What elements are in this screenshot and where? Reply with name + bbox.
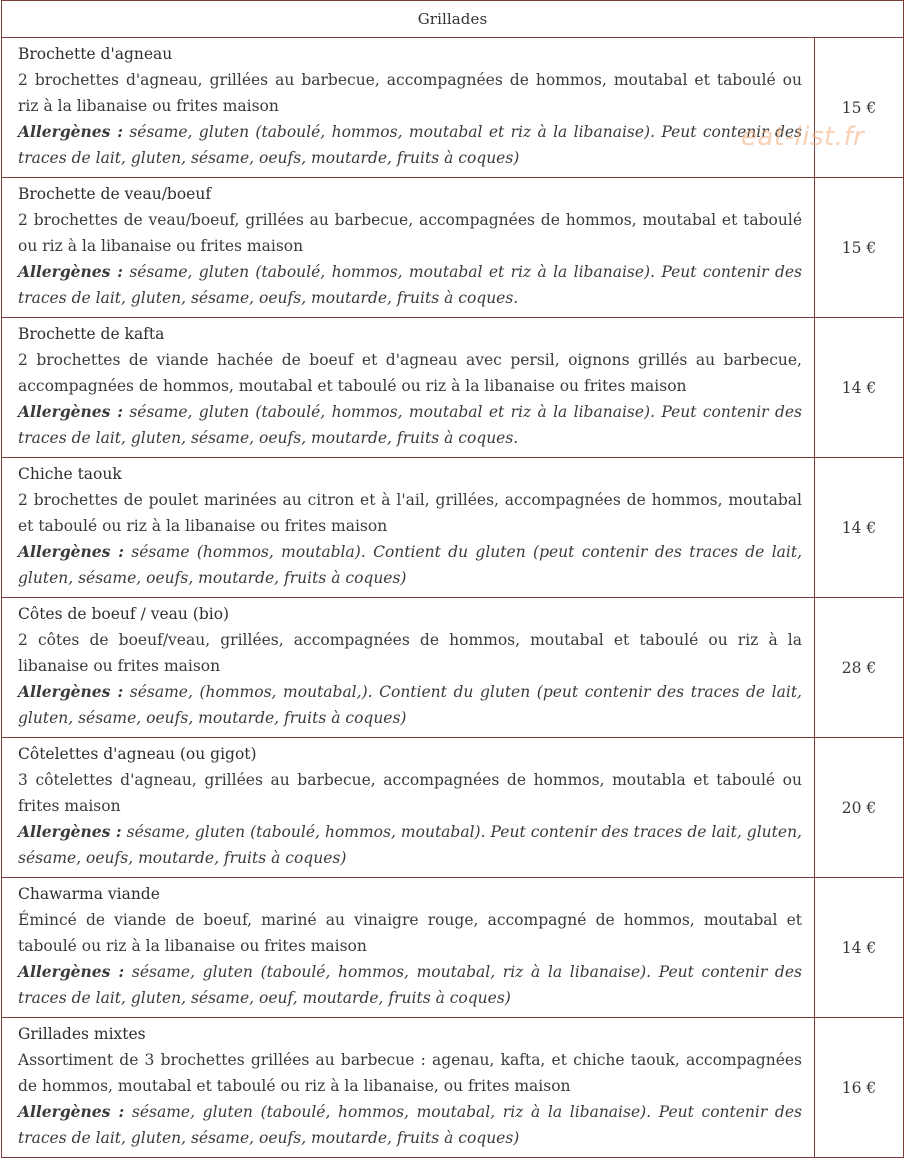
menu-item-row	[2, 38, 904, 178]
watermark: eat-list.fr	[741, 122, 865, 152]
menu-item-allergens	[18, 259, 802, 311]
menu-item-row	[2, 738, 904, 878]
menu-body	[2, 1, 904, 1158]
allergen-label: Allergènes :	[18, 962, 125, 981]
menu-item-allergens	[18, 1099, 802, 1151]
menu-item-allergens	[18, 399, 802, 451]
menu-item-name: Brochette d'agneau	[18, 45, 173, 63]
menu-item-row	[2, 878, 904, 1018]
menu-item-row	[2, 1018, 904, 1158]
menu-item-price: 14 €	[815, 458, 904, 598]
menu-item-price: 14 €	[815, 878, 904, 1018]
menu-item-name: Brochette de kafta	[18, 325, 165, 343]
allergen-list: sésame, gluten (taboulé, hommos, moutabal et riz à la libanaise). Peut contenir des traces de lait, gluten, sésame, oeufs, moutarde, fruits à coques.	[18, 403, 802, 447]
menu-item-details	[2, 1018, 815, 1158]
menu-item-description: Assortiment de 3 brochettes grillées au barbecue : agenau, kafta, et chiche taouk, accompagnées de hommos, moutabal et taboulé ou riz à la libanaise, ou frites maison	[18, 1051, 802, 1095]
allergen-label: Allergènes :	[18, 402, 123, 421]
menu-item-name: Grillades mixtes	[18, 1025, 146, 1043]
section-title: Grillades	[2, 1, 904, 38]
menu-item-name: Chawarma viande	[18, 885, 160, 903]
menu-item-description: 2 brochettes de viande hachée de boeuf et d'agneau avec persil, oignons grillés au barbecue, accompagnées de hommos, moutabal et taboulé ou riz à la libanaise ou frites maison	[18, 351, 802, 395]
allergen-list: sésame, gluten (taboulé, hommos, moutabal). Peut contenir des traces de lait, gluten, sésame, oeufs, moutarde, fruits à coques)	[18, 823, 802, 867]
allergen-list: sésame, (hommos, moutabal,). Contient du gluten (peut contenir des traces de lait, gluten, sésame, oeufs, moutarde, fruits à coques)	[18, 683, 802, 727]
menu-item-allergens	[18, 119, 802, 171]
menu-item-price: 14 €	[815, 318, 904, 458]
allergen-label: Allergènes :	[18, 822, 122, 841]
menu-item-details	[2, 458, 815, 598]
menu-item-description: 2 brochettes d'agneau, grillées au barbecue, accompagnées de hommos, moutabal et taboulé ou riz à la libanaise ou frites maison	[18, 71, 802, 115]
allergen-list: sésame, gluten (taboulé, hommos, moutabal, riz à la libanaise). Peut contenir des traces de lait, gluten, sésame, oeuf, moutarde, fruits à coques)	[18, 963, 802, 1007]
allergen-label: Allergènes :	[18, 682, 124, 701]
allergen-label: Allergènes :	[18, 542, 124, 561]
section-header-row	[2, 1, 904, 38]
menu-item-allergens	[18, 819, 802, 871]
menu-item-description: 3 côtelettes d'agneau, grillées au barbecue, accompagnées de hommos, moutabla et taboulé ou frites maison	[18, 771, 802, 815]
allergen-list: sésame (hommos, moutabla). Contient du gluten (peut contenir des traces de lait, gluten, sésame, oeufs, moutarde, fruits à coques)	[18, 543, 802, 587]
menu-item-allergens	[18, 539, 802, 591]
menu-item-name: Côtes de boeuf / veau (bio)	[18, 605, 230, 623]
menu-item-price: 16 €	[815, 1018, 904, 1158]
menu-item-price: 20 €	[815, 738, 904, 878]
allergen-list: sésame, gluten (taboulé, hommos, moutabal et riz à la libanaise). Peut contenir des traces de lait, gluten, sésame, oeufs, moutarde, fruits à coques.	[18, 263, 802, 307]
menu-item-details	[2, 178, 815, 318]
menu-item-details	[2, 738, 815, 878]
menu-item-name: Chiche taouk	[18, 465, 122, 483]
grillades-menu-table	[1, 0, 904, 1158]
allergen-label: Allergènes :	[18, 122, 123, 141]
menu-item-allergens	[18, 679, 802, 731]
allergen-list: sésame, gluten (taboulé, hommos, moutabal, riz à la libanaise). Peut contenir des traces de lait, gluten, sésame, oeufs, moutarde, fruits à coques)	[18, 1103, 802, 1147]
menu-item-price: 15 €	[815, 178, 904, 318]
menu-item-row	[2, 598, 904, 738]
menu-item-description: 2 brochettes de poulet marinées au citron et à l'ail, grillées, accompagnées de hommos, moutabal et taboulé ou riz à la libanaise ou frites maison	[18, 491, 802, 535]
menu-item-description: 2 brochettes de veau/boeuf, grillées au barbecue, accompagnées de hommos, moutabal et taboulé ou riz à la libanaise ou frites maison	[18, 211, 802, 255]
allergen-label: Allergènes :	[18, 1102, 125, 1121]
menu-item-row	[2, 318, 904, 458]
allergen-label: Allergènes :	[18, 262, 123, 281]
menu-item-row	[2, 458, 904, 598]
menu-item-name: Côtelettes d'agneau (ou gigot)	[18, 745, 257, 763]
menu-item-price: 28 €	[815, 598, 904, 738]
allergen-list: sésame, gluten (taboulé, hommos, moutabal et riz à la libanaise). Peut contenir des traces de lait, gluten, sésame, oeufs, moutarde, fruits à coques)	[18, 123, 802, 167]
menu-item-name: Brochette de veau/boeuf	[18, 185, 212, 203]
menu-item-details	[2, 38, 815, 178]
menu-item-details	[2, 878, 815, 1018]
menu-item-allergens	[18, 959, 802, 1011]
menu-item-description: 2 côtes de boeuf/veau, grillées, accompagnées de hommos, moutabal et taboulé ou riz à la libanaise ou frites maison	[18, 631, 802, 675]
menu-item-description: Émincé de viande de boeuf, mariné au vinaigre rouge, accompagné de hommos, moutabal et taboulé ou riz à la libanaise ou frites maison	[18, 911, 802, 955]
menu-item-price: 15 €	[815, 38, 904, 178]
menu-item-row	[2, 178, 904, 318]
menu-item-details	[2, 318, 815, 458]
menu-item-details	[2, 598, 815, 738]
